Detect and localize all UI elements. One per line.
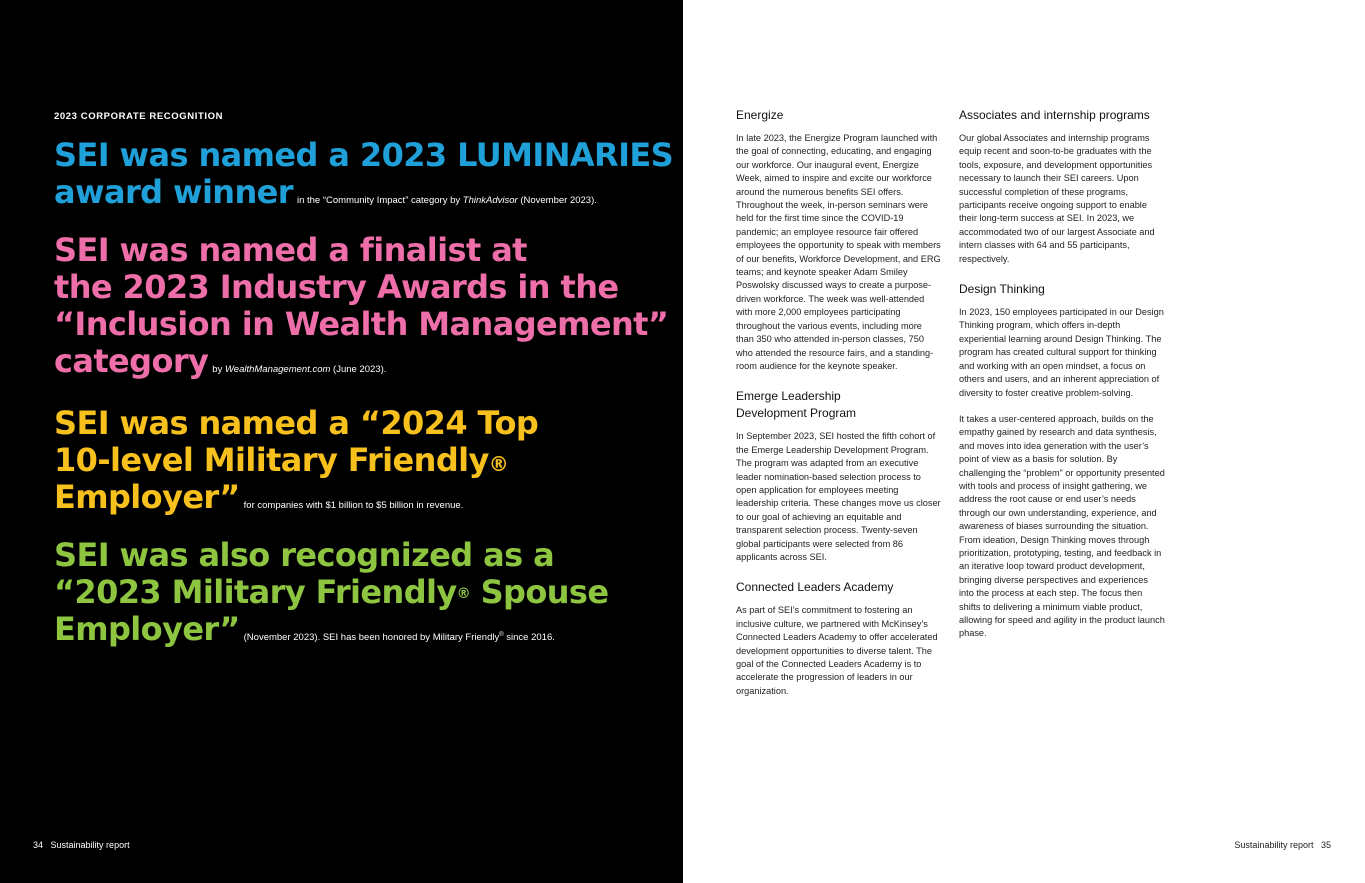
section-body: Our global Associates and internship programs equip recent and soon-to-be graduates with the tools, exposure, and development opportunities necessary to launch their SEI careers. Upon successful completion of these programs, participants receive ongoing support to enable their long-term success at SEI. In 2023, we accommodated two of our largest Associate and intern classes with 64 and 55 participants, respectively. xyxy=(959,133,1155,264)
section-body: As part of SEI’s commitment to fostering an inclusive culture, we partnered with McKinsey’s Connected Leaders Academy to offer accelerated development opportunities to diverse talent. The goal of the Connected Leaders Academy is to accelerate the progression of leaders in our organization. xyxy=(736,605,938,696)
section-body: In 2023, 150 employees participated in our Design Thinking program, which offers in-depth experiential learning around Design Thinking. The program has created cultural support for thinking and working with an open mindset, a focus on others and users, and an inherent appreciation of diversity to foster creative problem-solving. xyxy=(959,307,1164,398)
award-headline-line: Employer” xyxy=(54,610,240,648)
footer-label: Sustainability report xyxy=(50,840,130,850)
section-body: In late 2023, the Energize Program launched with the goal of connecting, educating, and engaging our workforce. Our inaugural event, Energize Week, aimed to inspire and excite our workforce around the numerous benefits SEI offers. Throughout the week, in-person seminars were held for the first time since the COVID-19 pandemic; an employee resource fair offered employees the opportunity to speak with members of our benefits, Workforce Development, and ERG teams; and keynote speaker Adam Smiley Poswolsky discussed ways to create a purpose-driven workforce. The week was well-attended with more 2,000 employees participating throughout the various events, including more than 350 who attended in-person classes, 750 who attended the resource fairs, and a standing-room audience for the keynote speaker. xyxy=(736,133,941,371)
award-headline-line: Employer” xyxy=(54,478,240,516)
registered-mark: ® xyxy=(456,586,471,602)
award-industry-finalist xyxy=(54,232,668,388)
section-heading: Emerge Leadership Development Program xyxy=(736,389,857,421)
page-number: 34 xyxy=(33,840,44,850)
page-number: 35 xyxy=(1320,840,1331,850)
section-eyebrow: 2023 CORPORATE RECOGNITION xyxy=(54,111,224,122)
award-detail: (November 2023). SEI has been honored by Military Friendly® since 2016. xyxy=(243,631,555,643)
footer-label: Sustainability report xyxy=(1234,840,1314,850)
section-body: It takes a user-centered approach, builds on the empathy gained by research and data synthesis, and moves into idea generation with the user’s point of view as a basis for solution. By challenging the “problem” or opportunity presented with tools and process of insight gathering, we address the root cause or end user’s needs through our own understanding, experience, and awareness of biases surrounding the situation. From ideation, Design Thinking moves through prioritization, prototyping, testing, and feedback in an iterative loop toward product development, bringing diverse perspectives and experiences into the process at each step. The focus then shifts to delivering a minimum viable product, allowing for speed and agility in the product launch phase. xyxy=(959,413,1165,639)
award-headline-line: SEI was also recognized as a xyxy=(54,536,555,574)
award-military-spouse-employer xyxy=(54,537,608,656)
section-body: In September 2023, SEI hosted the fifth cohort of the Emerge Leadership Development Program. The program was adapted from an executive leader nomination-based selection process to open application for employees meeting leadership criteria. These changes move us closer to our goal of achieving an equitable and transparent selection process. Twenty-seven global participants were selected from 86 applicants across SEI. xyxy=(736,431,941,562)
award-detail: by WealthManagement.com (June 2023). xyxy=(212,364,387,375)
award-headline-line: the 2023 Industry Awards in the xyxy=(54,268,619,306)
section-heading: Design Thinking xyxy=(959,282,1045,297)
section-heading: Associates and internship programs xyxy=(959,108,1150,122)
award-luminaries xyxy=(54,137,673,219)
page-footer-right xyxy=(1234,840,1331,850)
award-headline-line: SEI was named a 2023 LUMINARIES xyxy=(54,136,674,174)
award-headline-line: Spouse xyxy=(470,573,609,611)
text-column-1 xyxy=(736,107,942,711)
page-footer-left xyxy=(33,840,130,850)
award-headline-line: “Inclusion in Wealth Management” xyxy=(54,305,669,343)
award-detail: for companies with $1 billion to $5 billion in revenue. xyxy=(243,500,464,511)
section-heading: Connected Leaders Academy xyxy=(736,580,894,595)
text-column-2 xyxy=(959,107,1165,654)
section-heading: Energize xyxy=(736,108,784,122)
award-headline-line: award winner xyxy=(54,173,293,211)
award-detail: in the “Community Impact” category by ThinkAdvisor (November 2023). xyxy=(296,195,597,206)
award-headline-line: SEI was named a “2024 Top xyxy=(54,404,539,442)
award-headline-line: 10-level Military Friendly xyxy=(54,441,489,479)
award-military-friendly-employer xyxy=(54,405,538,524)
award-headline-line: SEI was named a finalist at xyxy=(54,231,527,269)
award-headline-line: “2023 Military Friendly xyxy=(54,573,457,611)
award-headline-line: category xyxy=(54,342,209,380)
registered-mark: ® xyxy=(488,452,509,476)
